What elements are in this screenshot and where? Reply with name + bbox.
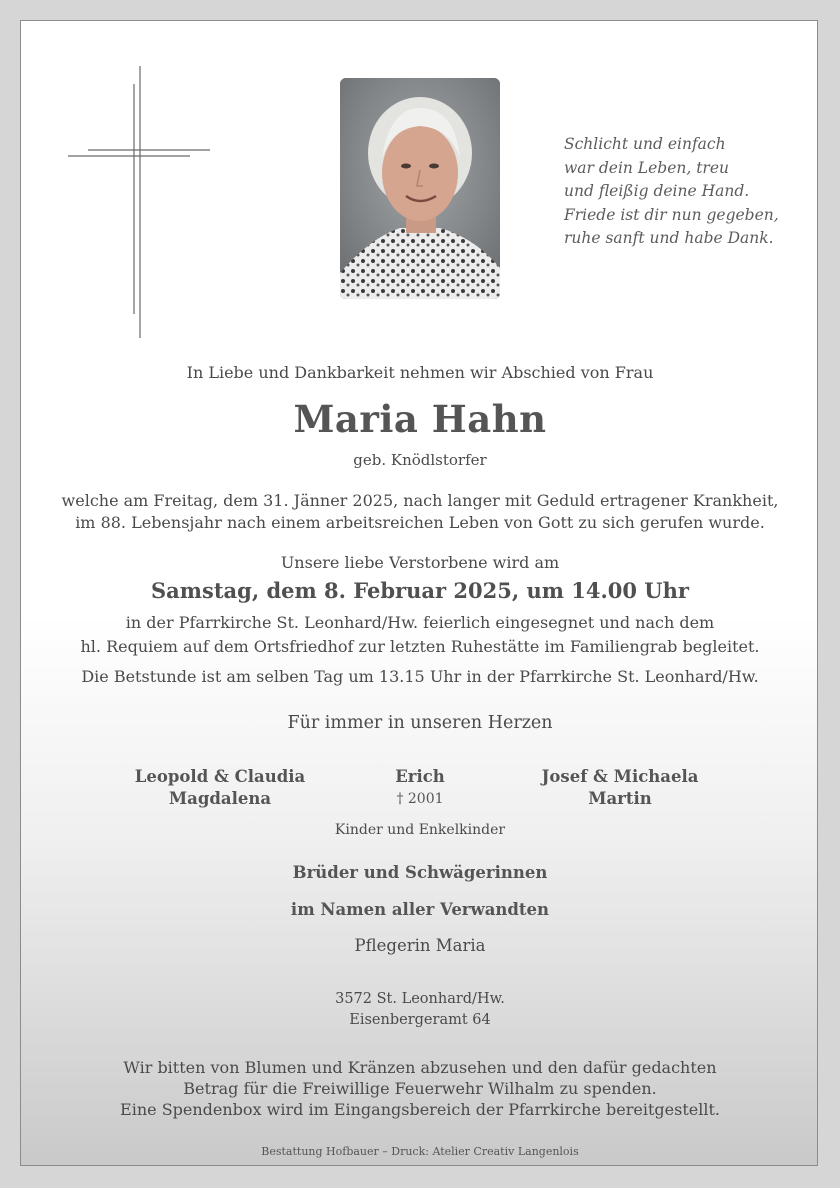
funeral-line: in der Pfarrkirche St. Leonhard/Hw. feierlich eingesegnet und nach dem [125,613,715,632]
family-member [510,766,730,810]
family-member [110,766,330,810]
family-death-note: † 2001 [396,791,444,807]
family-name: Josef & Michaela [541,767,699,786]
deceased-name: Maria Hahn [293,397,547,441]
details-line: im 88. Lebensjahr nach einem arbeitsreichen Leben von Gott zu sich gerufen wurde. [75,513,765,532]
intro-text: In Liebe und Dankbarkeit nehmen wir Abschied von Frau [186,363,654,382]
donation-note [20,1057,820,1120]
family-name: Martin [588,789,652,808]
funeral-date: Samstag, dem 8. Februar 2025, um 14.00 Uhr [151,578,689,603]
kinder-text: Kinder und Enkelkinder [334,822,506,838]
family-name: Magdalena [168,789,272,808]
family-name: Leopold & Claudia [134,767,306,786]
motto-text: Für immer in unseren Herzen [287,713,553,733]
cross-icon [68,66,210,338]
funeral-details [20,611,820,659]
portrait-photo [340,78,500,299]
verwandte-text: im Namen aller Verwandten [290,900,550,919]
poem-line: Schlicht und einfach [564,135,726,153]
address [20,989,820,1031]
closing-line: Wir bitten von Blumen und Kränzen abzusehen und den dafür gedachten [123,1058,717,1077]
poem-line: ruhe sanft und habe Dank. [564,229,774,247]
closing-line: Eine Spendenbox wird im Eingangsbereich der Pfarrkirche bereitgestellt. [120,1100,720,1119]
details-line: welche am Freitag, dem 31. Jänner 2025, nach langer mit Geduld ertragener Krankheit, [61,491,779,510]
poem-line: und fleißig deine Hand. [564,182,750,200]
brueder-text: Brüder und Schwägerinnen [292,863,548,882]
footer-credits: Bestattung Hofbauer – Druck: Atelier Creativ Langenlois [261,1145,579,1158]
poem-line: war dein Leben, treu [564,158,729,177]
betstunde-text: Die Betstunde ist am selben Tag um 13.15 Uhr in der Pfarrkirche St. Leonhard/Hw. [81,667,759,686]
poem-line: Friede ist dir nun gegeben, [564,205,779,224]
poem [564,133,794,251]
pflegerin-text: Pflegerin Maria [354,936,486,955]
death-details [20,490,820,534]
birth-name: geb. Knödlstorfer [353,451,487,469]
address-line: 3572 St. Leonhard/Hw. [335,991,505,1007]
funeral-lead: Unsere liebe Verstorbene wird am [280,553,560,572]
closing-line: Betrag für die Freiwillige Feuerwehr Wilhalm zu spenden. [183,1079,657,1098]
address-line: Eisenbergeramt 64 [349,1012,491,1028]
family-member [310,766,530,810]
family-name: Erich [395,767,445,786]
funeral-line: hl. Requiem auf dem Ortsfriedhof zur letzten Ruhestätte im Familiengrab begleitet. [80,637,760,656]
